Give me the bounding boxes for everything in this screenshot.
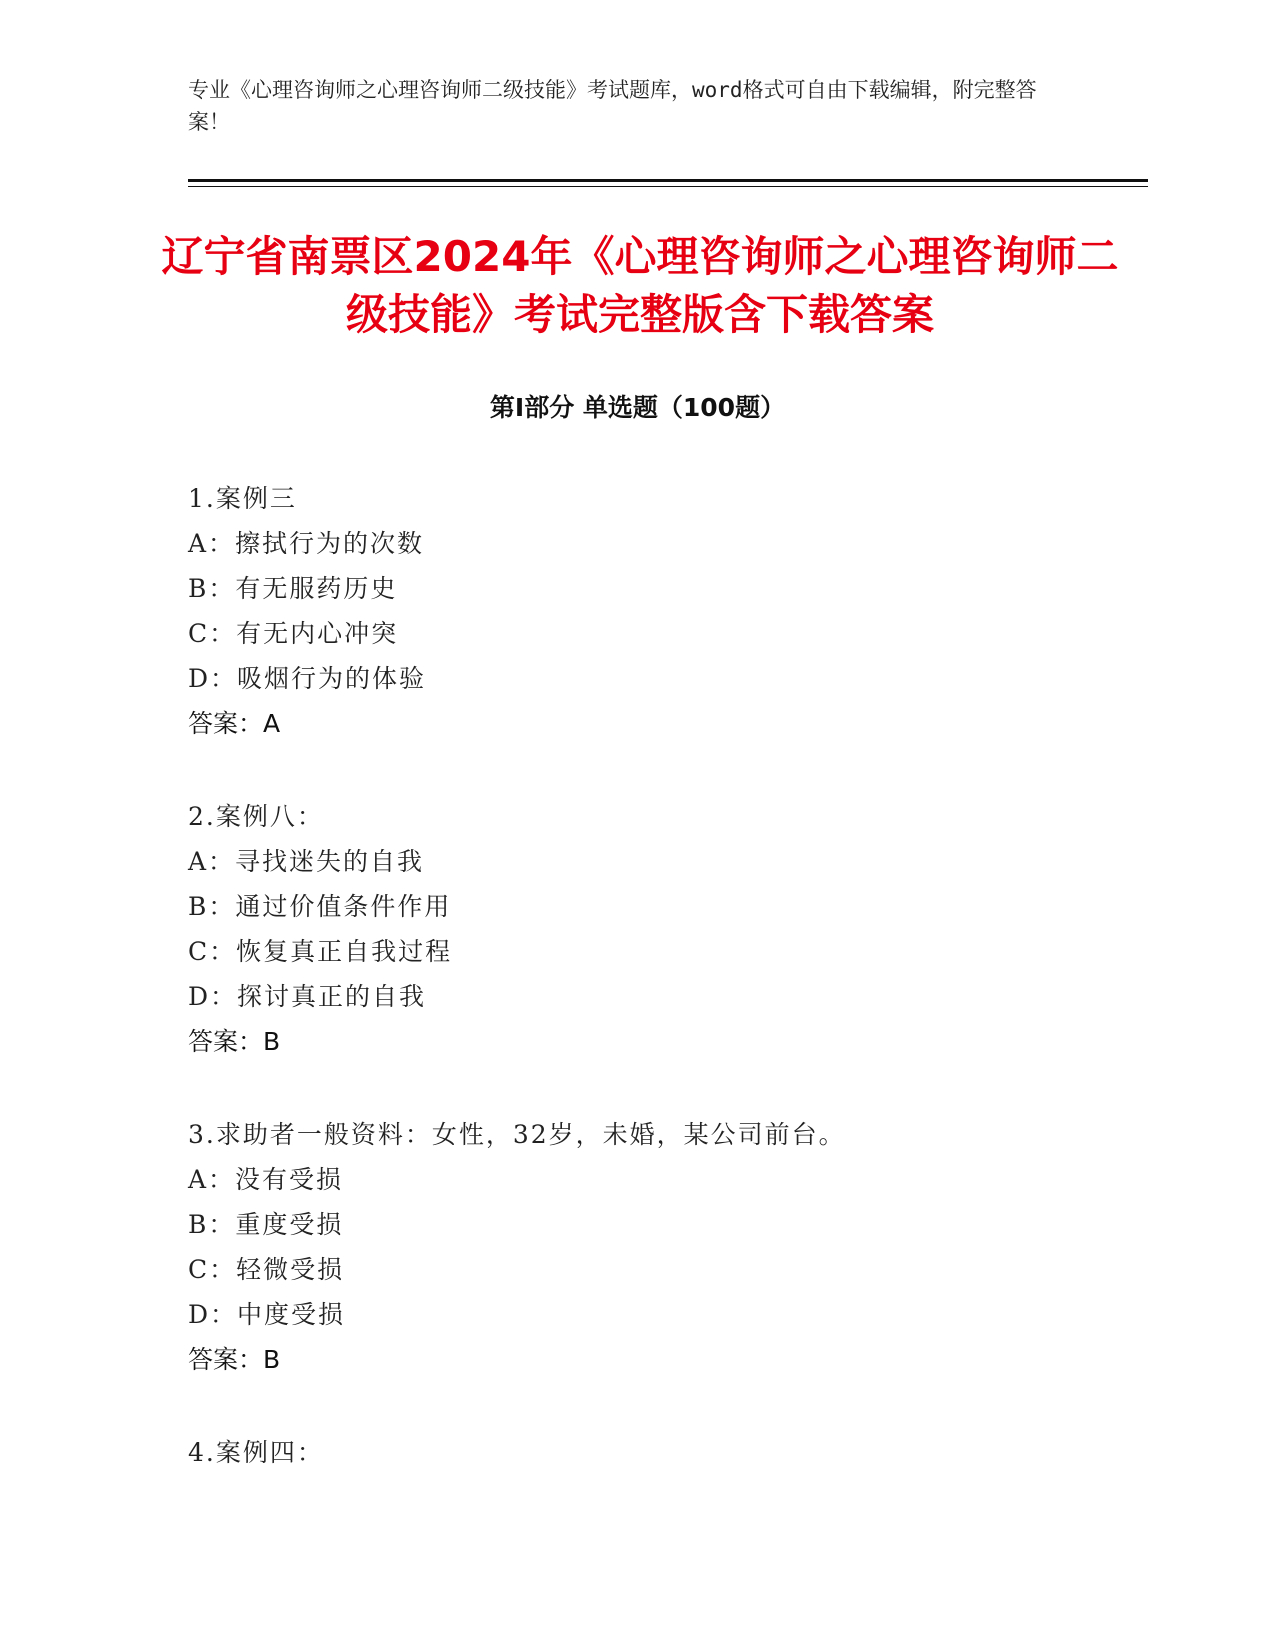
document-title: 辽宁省南票区2024年《心理咨询师之心理咨询师二级技能》考试完整版含下载答案 xyxy=(161,232,1119,339)
option-c: C：有无内心冲突 xyxy=(188,619,399,648)
question-stem: 2.案例八： xyxy=(188,802,324,831)
header-divider-thick xyxy=(188,179,1148,182)
question-list xyxy=(188,476,1148,1523)
question-3 xyxy=(188,1112,1148,1382)
option-c: C：轻微受损 xyxy=(188,1255,345,1284)
answer: 答案：B xyxy=(188,1027,281,1056)
option-b: B：重度受损 xyxy=(188,1210,344,1239)
header-divider-thin xyxy=(188,186,1148,187)
option-a: A：寻找迷失的自我 xyxy=(188,847,425,876)
option-d: D：探讨真正的自我 xyxy=(188,982,427,1011)
question-1 xyxy=(188,476,1148,746)
answer: 答案：B xyxy=(188,1345,281,1374)
option-d: D：中度受损 xyxy=(188,1300,346,1329)
option-a: A：没有受损 xyxy=(188,1165,344,1194)
question-stem: 3.求助者一般资料：女性，32岁，未婚，某公司前台。 xyxy=(188,1120,846,1149)
option-b: B：通过价值条件作用 xyxy=(188,892,452,921)
option-b: B：有无服药历史 xyxy=(188,574,398,603)
question-stem: 1.案例三 xyxy=(188,484,297,513)
header-note: 专业《心理咨询师之心理咨询师二级技能》考试题库，word格式可自由下载编辑，附完整答案！ xyxy=(188,78,1037,134)
question-stem: 4.案例四： xyxy=(188,1438,324,1467)
answer: 答案：A xyxy=(188,709,281,738)
option-a: A：擦拭行为的次数 xyxy=(188,529,425,558)
question-4 xyxy=(188,1430,1148,1475)
section-heading: 第Ⅰ部分 单选题（100题） xyxy=(489,393,786,422)
option-d: D：吸烟行为的体验 xyxy=(188,664,427,693)
option-c: C：恢复真正自我过程 xyxy=(188,937,453,966)
question-2 xyxy=(188,794,1148,1064)
